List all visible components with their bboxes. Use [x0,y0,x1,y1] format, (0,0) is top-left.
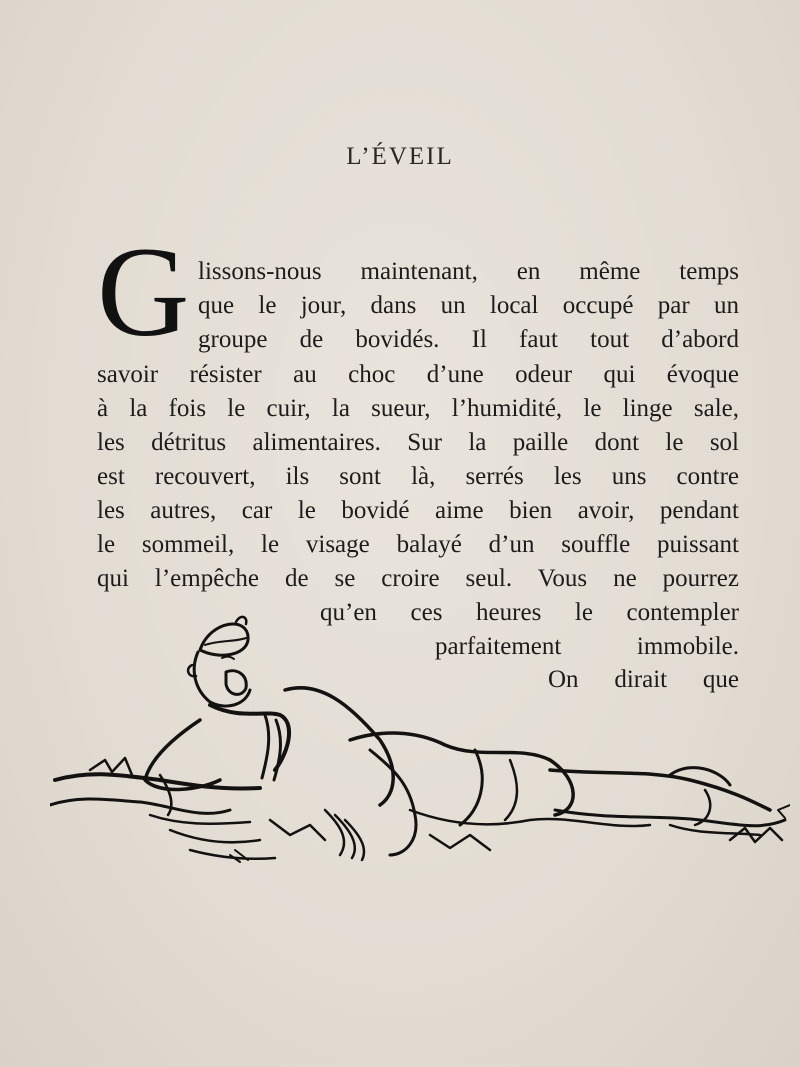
text-line: groupe de bovidés. Il faut tout d’abord [198,326,739,353]
text-line: est recouvert, ils sont là, serrés les uns contre [97,463,739,490]
text-line: lissons-nous maintenant, en même temps [198,258,739,285]
drop-cap: G [97,221,190,363]
text-line: On dirait que [548,666,739,693]
text-line: parfaitement immobile. [435,633,739,660]
text-line: les détritus alimentaires. Sur la paille dont le sol [97,429,739,456]
text-line: les autres, car le bovidé aime bien avoir, pendant [97,497,739,524]
text-line: qu’en ces heures le contempler [320,599,739,626]
yawning-reclining-figure-icon [50,610,790,880]
text-line: le sommeil, le visage balayé d’un souffle puissant [97,531,739,558]
text-line: savoir résister au choc d’une odeur qui évoque [97,361,739,388]
text-line: à la fois le cuir, la sueur, l’humidité, le linge sale, [97,395,739,422]
chapter-title: L’ÉVEIL [346,143,454,170]
text-line: qui l’empêche de se croire seul. Vous ne pourrez [97,565,739,592]
text-line: que le jour, dans un local occupé par un [198,292,739,319]
